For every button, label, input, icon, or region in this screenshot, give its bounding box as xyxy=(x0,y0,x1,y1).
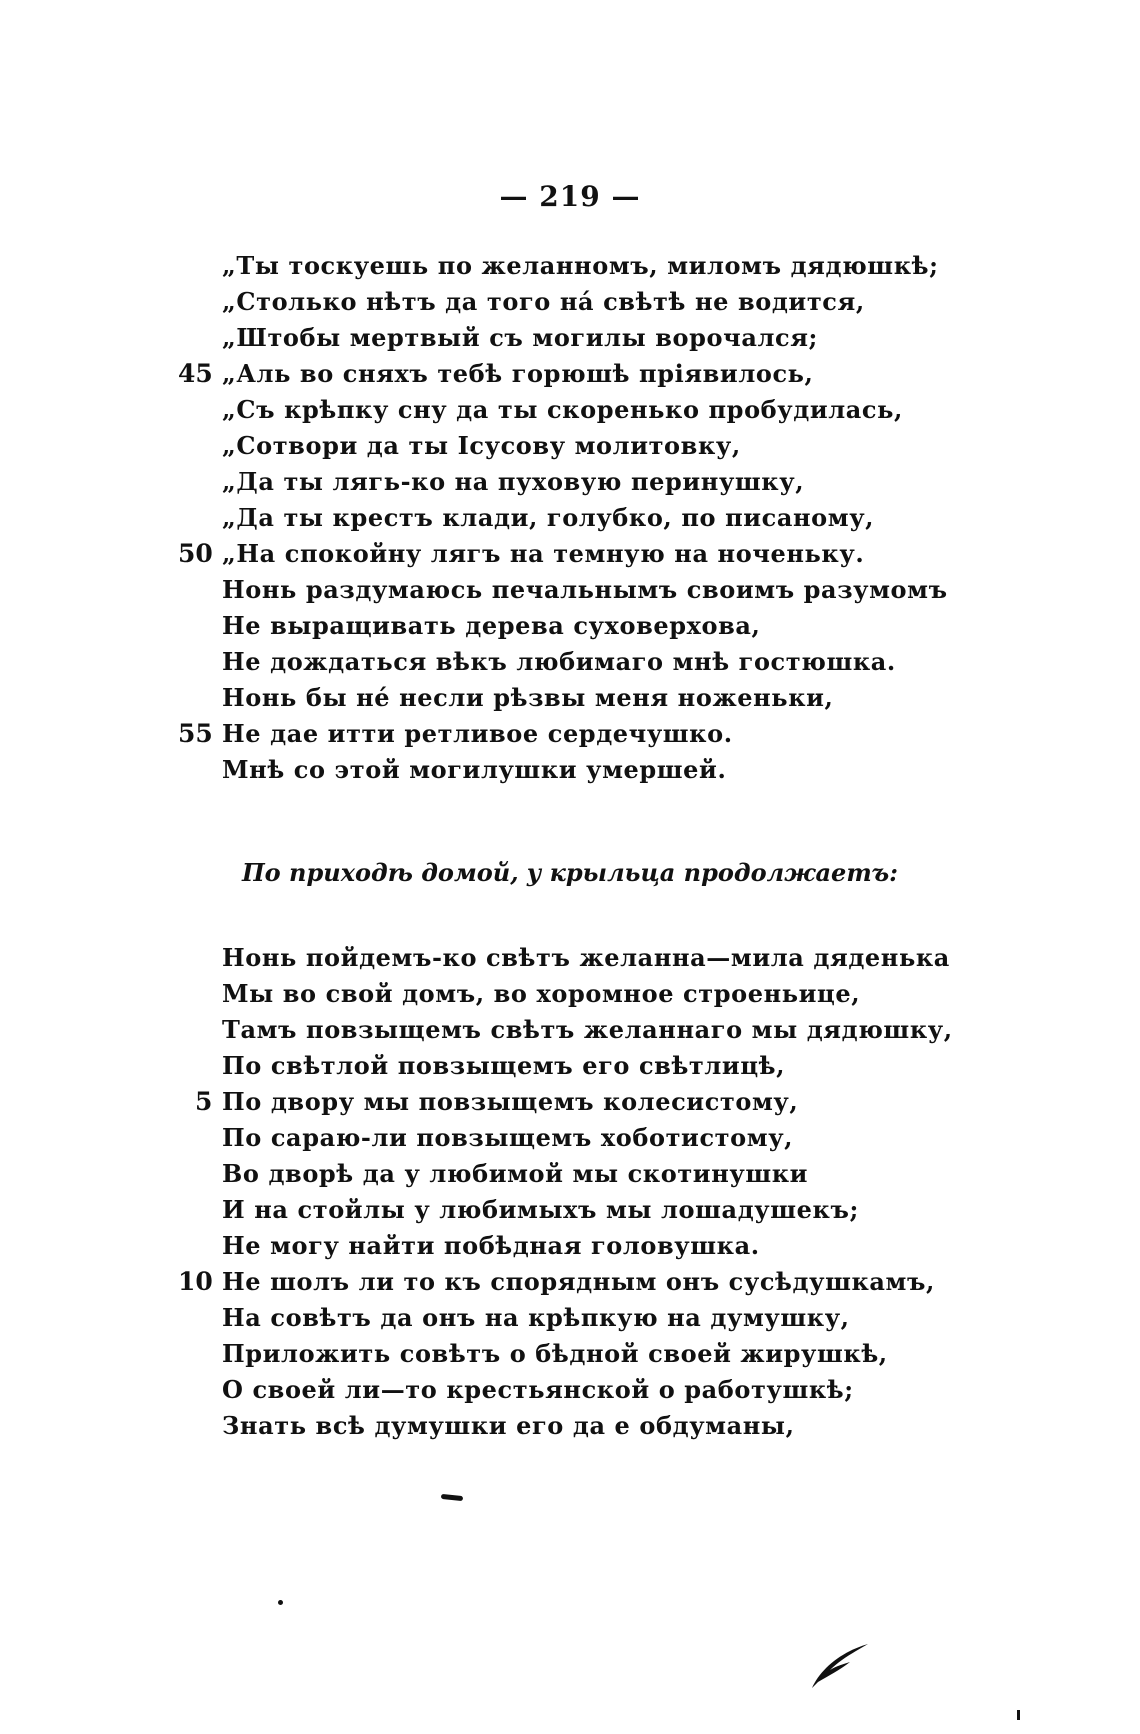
line-text: По двору мы повзыщемъ колесистому, xyxy=(222,1087,799,1116)
line-text: Тамъ повзыщемъ свѣтъ желаннаго мы дядюшку, xyxy=(222,1015,953,1044)
line-text: „На спокойну лягъ на темную на ноченьку. xyxy=(222,539,865,568)
line-text: Мнѣ со этой могилушки умершей. xyxy=(222,755,727,784)
line-text: Не дождаться вѣкъ любимаго мнѣ гостюшка. xyxy=(222,647,896,676)
line-text: Во дворѣ да у любимой мы скотинушки xyxy=(222,1159,809,1188)
line-text: „Аль во сняхъ тебѣ горюшѣ пріявилось, xyxy=(222,359,814,388)
line-text: По сараю-ли повзыщемъ хоботистому, xyxy=(222,1123,794,1152)
verse-line xyxy=(0,1123,1140,1157)
verse-line xyxy=(0,575,1140,609)
line-text: „Штобы мертвый съ могилы ворочался; xyxy=(222,323,818,352)
verse-line xyxy=(0,943,1140,977)
line-number: 45 xyxy=(178,359,213,388)
verse-line xyxy=(0,1411,1140,1445)
verse-line xyxy=(0,1015,1140,1049)
verse-line xyxy=(0,1195,1140,1229)
verse-line xyxy=(0,1303,1140,1337)
verse-line xyxy=(0,287,1140,321)
verse-line xyxy=(0,503,1140,537)
ink-mark-dot xyxy=(278,1600,283,1605)
verse-line xyxy=(0,1087,1140,1121)
verse-line xyxy=(0,431,1140,465)
line-number: 5 xyxy=(195,1087,213,1116)
line-text: Приложить совѣтъ о бѣдной своей жирушкѣ, xyxy=(222,1339,888,1368)
line-number: 55 xyxy=(178,719,213,748)
page-number: — 219 — xyxy=(499,180,641,213)
verse-line xyxy=(0,683,1140,717)
line-text: „Ты тоскуешь по желанномъ, миломъ дядюшкѣ; xyxy=(222,251,939,280)
verse-line xyxy=(0,755,1140,789)
verse-line xyxy=(0,979,1140,1013)
line-number: 10 xyxy=(178,1267,213,1296)
line-text: О своей ли—то крестьянской о работушкѣ; xyxy=(222,1375,854,1404)
line-text: „Да ты крестъ клади, голубко, по писаному, xyxy=(222,503,875,532)
ink-mark-dash xyxy=(441,1494,463,1501)
verse-line xyxy=(0,467,1140,501)
verse-line xyxy=(0,1159,1140,1193)
line-text: „Да ты лягь-ко на пуховую перинушку, xyxy=(222,467,805,496)
line-text: Нонь пойдемъ-ко свѣтъ желанна—мила дяденька xyxy=(222,943,950,972)
line-text: На совѣтъ да онъ на крѣпкую на думушку, xyxy=(222,1303,850,1332)
line-text: Не дае итти ретливое сердечушко. xyxy=(222,719,733,748)
verse-line xyxy=(0,1375,1140,1409)
line-text: Мы во свой домъ, во хоромное строеньице, xyxy=(222,979,861,1008)
quill-mark-icon xyxy=(810,1640,870,1690)
stage-direction: По приходѣ домой, у крыльца продолжаетъ: xyxy=(241,858,899,887)
line-text: „Столько нѣтъ да того на́ свѣтѣ не водится, xyxy=(222,287,865,316)
line-text: „Сотвори да ты Ісусову молитовку, xyxy=(222,431,741,460)
verse-line xyxy=(0,611,1140,645)
ink-mark-tick xyxy=(1017,1710,1020,1720)
verse-line xyxy=(0,251,1140,285)
line-text: Нонь раздумаюсь печальнымъ своимъ разумомъ xyxy=(222,575,948,604)
line-text: Знать всѣ думушки его да е обдуманы, xyxy=(222,1411,795,1440)
line-number: 50 xyxy=(178,539,213,568)
verse-line xyxy=(0,1231,1140,1265)
verse-line xyxy=(0,359,1140,393)
line-text: „Съ крѣпку сну да ты скоренько пробудилась, xyxy=(222,395,903,424)
line-text: Не могу найти побѣдная головушка. xyxy=(222,1231,760,1260)
verse-line xyxy=(0,539,1140,573)
line-text: Нонь бы не́ несли рѣзвы меня ноженьки, xyxy=(222,683,834,712)
line-text: Не шолъ ли то къ спорядным онъ сусѣдушкамъ, xyxy=(222,1267,935,1296)
verse-line xyxy=(0,647,1140,681)
verse-line xyxy=(0,395,1140,429)
verse-line xyxy=(0,323,1140,357)
line-text: Не выращивать дерева суховерхова, xyxy=(222,611,761,640)
verse-line xyxy=(0,1051,1140,1085)
line-text: По свѣтлой повзыщемъ его свѣтлицѣ, xyxy=(222,1051,786,1080)
verse-line xyxy=(0,1339,1140,1373)
line-text: И на стойлы у любимыхъ мы лошадушекъ; xyxy=(222,1195,859,1224)
verse-line xyxy=(0,1267,1140,1301)
verse-line xyxy=(0,719,1140,753)
